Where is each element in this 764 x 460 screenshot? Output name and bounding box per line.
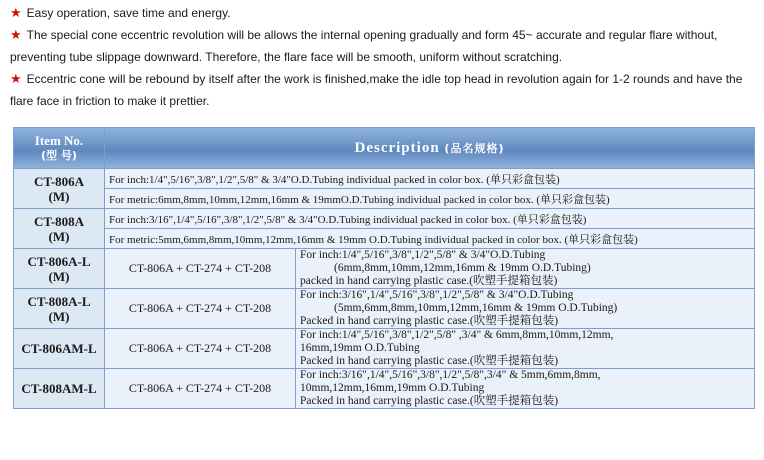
item-no: CT-808A-L <box>27 293 91 309</box>
description-line: Packed in hand carrying plastic case.(吹塑手提箱包装) <box>300 395 559 407</box>
description-label-cn: (品名规格) <box>444 141 505 155</box>
description-line: 16mm,19mm O.D.Tubing <box>300 342 420 354</box>
description-line: (5mm,6mm,8mm,10mm,12mm,16mm & 19mm O.D.Tubing) <box>334 302 618 314</box>
item-no-cell <box>14 209 105 249</box>
description-cell <box>296 329 755 369</box>
feature-item <box>10 68 758 90</box>
description-line: packed in hand carrying plastic case.(吹塑手提箱包装) <box>300 275 558 287</box>
item-no-cell <box>14 329 105 369</box>
item-no-sub: (M) <box>48 228 70 244</box>
feature-item <box>10 24 758 46</box>
item-no-cell <box>14 169 105 209</box>
description-cell <box>296 289 755 329</box>
table-row <box>14 289 755 329</box>
combo-cell: CT-806A + CT-274 + CT-208 <box>105 289 296 329</box>
item-no-label: Item No. <box>34 133 84 148</box>
table-row <box>14 329 755 369</box>
combo-cell: CT-806A + CT-274 + CT-208 <box>105 249 296 289</box>
feature-text: The special cone eccentric revolution will be allows the internal opening gradually and form 45~ accurate and regular flare without, <box>26 28 718 42</box>
item-no-sub: (M) <box>48 308 70 324</box>
item-no-cell <box>14 369 105 409</box>
item-no-sub: (M) <box>48 188 70 204</box>
description-cell: For inch:3/16",1/4",5/16",3/8",1/2",5/8" & 3/4"O.D.Tubing individual packed in color box. (单只彩盒包装) <box>105 209 755 229</box>
description-header <box>105 128 755 169</box>
description-cell: For metric:6mm,8mm,10mm,12mm,16mm & 19mmO.D.Tubing individual packed in color box. (单只彩盒包装) <box>105 189 755 209</box>
feature-list <box>10 2 758 112</box>
description-cell <box>296 249 755 289</box>
star-icon: ★ <box>10 27 22 42</box>
description-cell: For metric:5mm,6mm,8mm,10mm,12mm,16mm & 19mm O.D.Tubing individual packed in color box. (单只彩盒包装) <box>105 229 755 249</box>
item-no: CT-808A <box>33 213 85 229</box>
description-line: Packed in hand carrying plastic case.(吹塑手提箱包装) <box>300 315 559 327</box>
feature-text: Easy operation, save time and energy. <box>26 6 231 20</box>
table-row <box>14 249 755 289</box>
product-spec-table <box>13 127 755 409</box>
feature-item <box>10 2 758 24</box>
description-line: For inch:1/4",5/16",3/8",1/2",5/8" & 3/4"O.D.Tubing <box>300 249 546 261</box>
item-no-cell <box>14 289 105 329</box>
table-row <box>14 209 755 229</box>
description-line: (6mm,8mm,10mm,12mm,16mm & 19mm O.D.Tubing) <box>334 262 591 274</box>
star-icon: ★ <box>10 5 22 20</box>
description-label: Description <box>354 139 440 156</box>
description-cell <box>296 369 755 409</box>
item-no-header <box>14 128 105 169</box>
item-no: CT-806A-L <box>27 253 91 269</box>
table-row <box>14 369 755 409</box>
item-no: CT-808AM-L <box>21 381 97 396</box>
table-row <box>14 189 755 209</box>
description-line: For inch:3/16",1/4",5/16",3/8",1/2",5/8",3/4" & 5mm,6mm,8mm, <box>300 369 601 381</box>
item-no-sub: (M) <box>48 268 70 284</box>
feature-item-continued <box>10 90 758 112</box>
description-line: For inch:1/4",5/16",3/8",1/2",5/8" ,3/4" & 6mm,8mm,10mm,12mm, <box>300 329 614 341</box>
item-no: CT-806A <box>33 173 85 189</box>
description-cell: For inch:1/4",5/16",3/8",1/2",5/8" & 3/4"O.D.Tubing individual packed in color box. (单只彩盒包装) <box>105 169 755 189</box>
description-line: 10mm,12mm,16mm,19mm O.D.Tubing <box>300 382 485 394</box>
item-no-cell <box>14 249 105 289</box>
feature-item-continued <box>10 46 758 68</box>
combo-cell: CT-806A + CT-274 + CT-208 <box>105 369 296 409</box>
feature-text: preventing tube slippage downward. Therefore, the flare face will be smooth, uniform without scratching. <box>10 50 563 64</box>
feature-text: Eccentric cone will be rebound by itself after the work is finished,make the idle top head in revolution again for 1-2 rounds and have the <box>26 72 743 86</box>
table-row <box>14 169 755 189</box>
description-line: Packed in hand carrying plastic case.(吹塑手提箱包装) <box>300 355 559 367</box>
feature-text: flare face in friction to make it prettier. <box>10 94 210 108</box>
combo-cell: CT-806A + CT-274 + CT-208 <box>105 329 296 369</box>
description-line: For inch:3/16",1/4",5/16",3/8",1/2",5/8" & 3/4"O.D.Tubing <box>300 289 574 301</box>
star-icon: ★ <box>10 71 22 86</box>
item-no-label-cn: (型 号) <box>41 149 77 162</box>
table-header-row <box>14 128 755 169</box>
table-row <box>14 229 755 249</box>
item-no: CT-806AM-L <box>21 341 97 356</box>
